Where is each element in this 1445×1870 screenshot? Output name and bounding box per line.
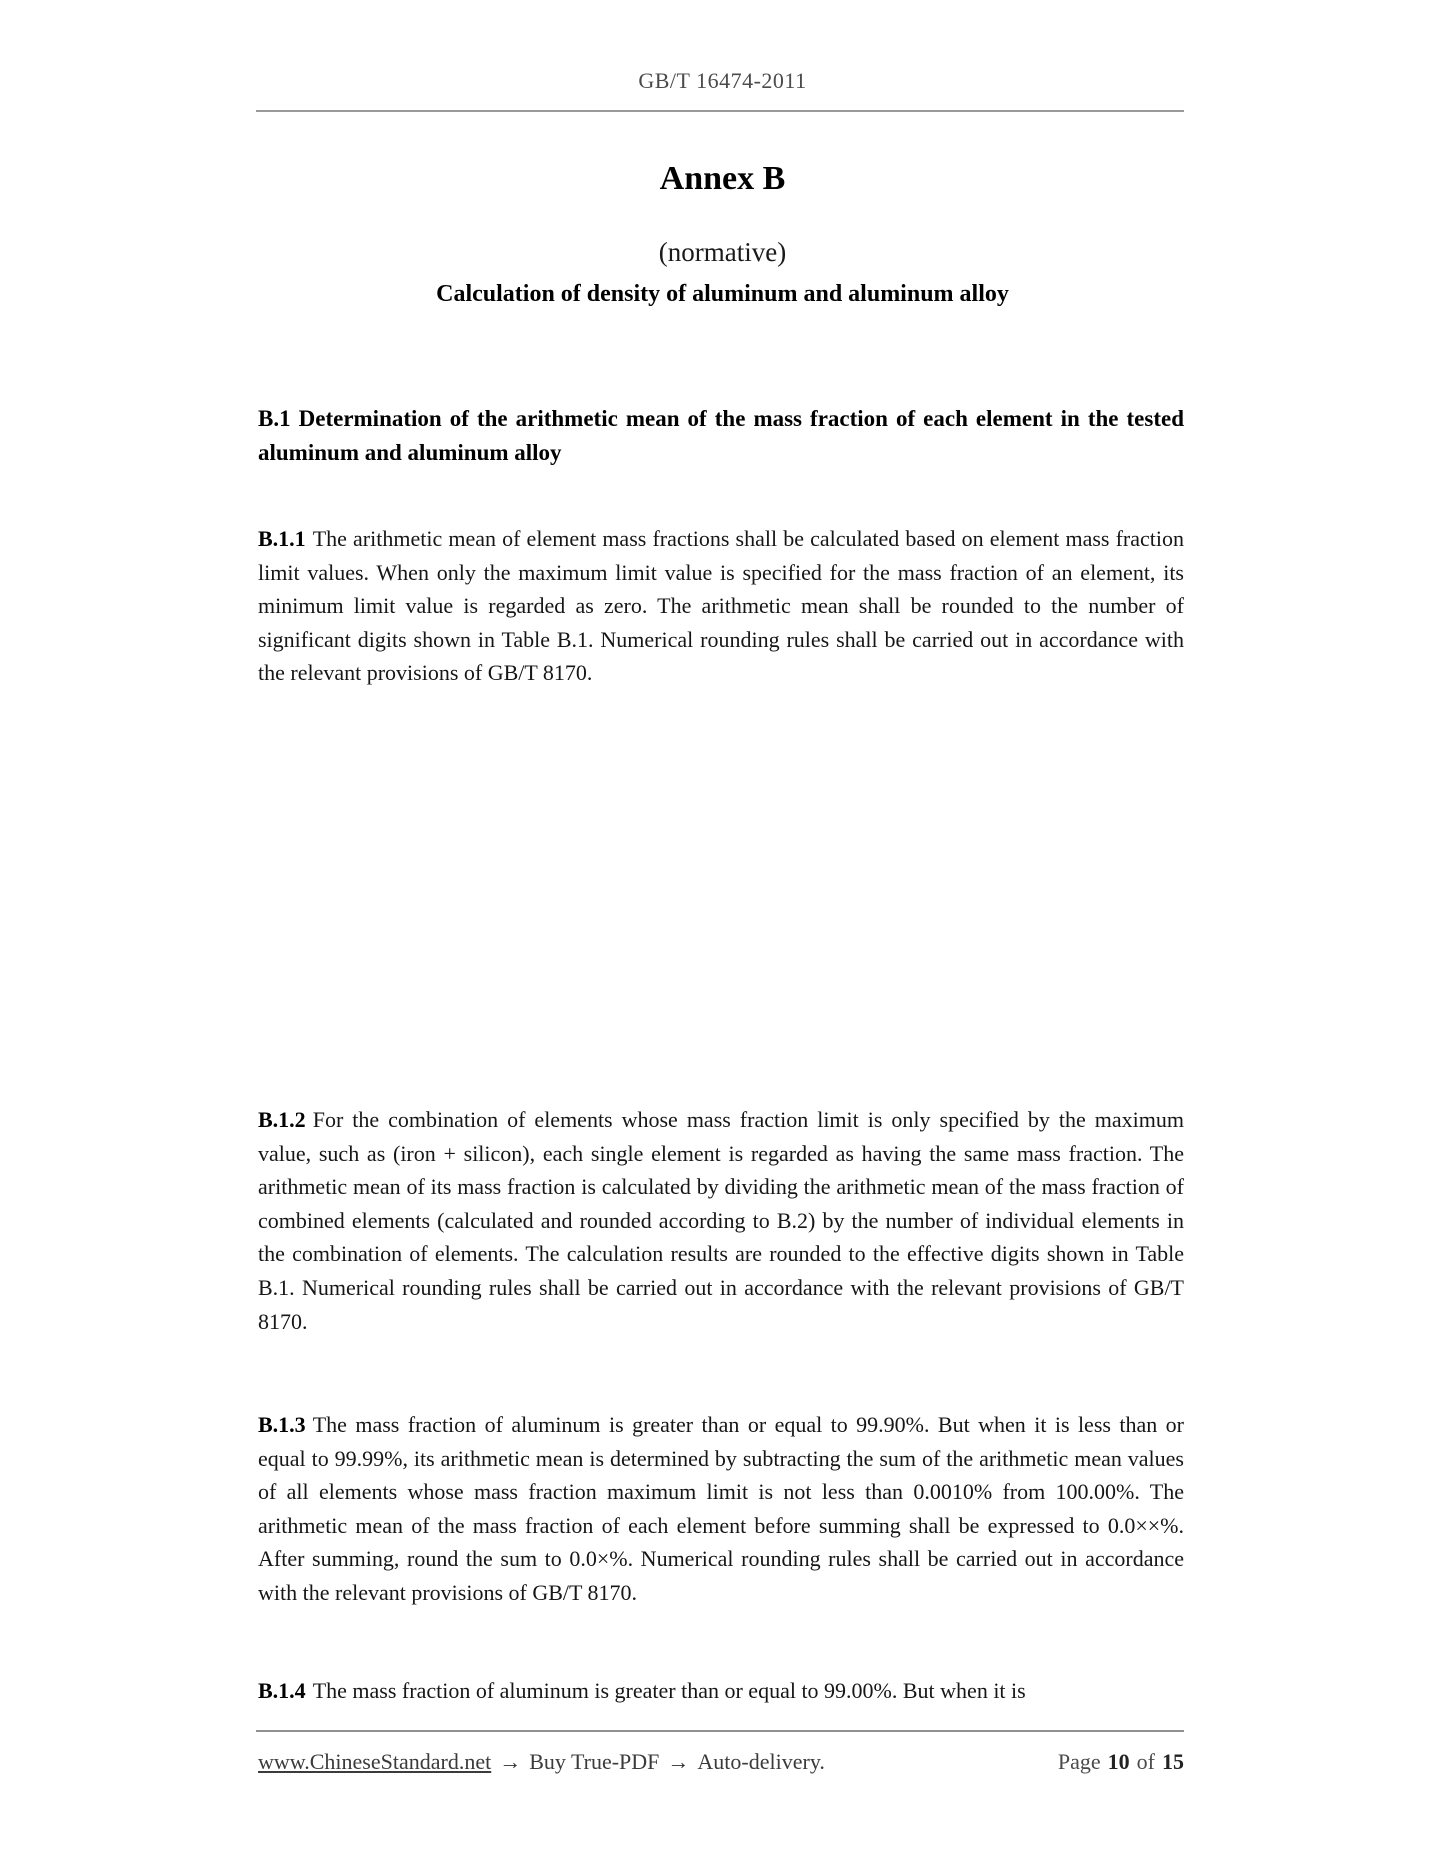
annex-title: Annex B — [659, 160, 786, 197]
paragraph-text-b1-4: The mass fraction of aluminum is greater than or equal to 99.00%. But when it is — [312, 1678, 1026, 1703]
footer-page-current: 10 — [1107, 1749, 1130, 1774]
paragraph-label-b1-2: B.1.2 — [258, 1107, 306, 1132]
footer-delivery-text: Auto-delivery. — [697, 1749, 825, 1774]
footer-arrow-icon: → — [667, 1749, 690, 1774]
annex-normative-label: (normative) — [658, 237, 787, 267]
paragraph-b1-4 — [258, 1674, 1184, 1708]
footer-page-total: 15 — [1162, 1749, 1184, 1774]
footer-buy-text: Buy True-PDF — [529, 1749, 660, 1774]
paragraph-label-b1-3: B.1.3 — [258, 1412, 306, 1437]
paragraph-b1-2 — [258, 1103, 1184, 1338]
footer-divider-line — [256, 1730, 1184, 1732]
footer-of-word: of — [1136, 1749, 1155, 1774]
paragraph-label-b1-1: B.1.1 — [258, 526, 306, 551]
paragraph-text-b1-3: The mass fraction of aluminum is greater than or equal to 99.90%. But when it is less than or equal to 99.99%, its arithmetic mean is determined by subtracting the sum of the arithmetic mean values of all elements whose mass fraction maximum limit is not less than 0.0010% from 100.00%. The arithmetic mean of the mass fraction of each element before summing shall be expressed to 0.0××%. After summing, round the sum to 0.0×%. Numerical rounding rules shall be carried out in accordance with the relevant provisions of GB/T 8170. — [258, 1412, 1184, 1605]
header-divider-line — [256, 110, 1184, 112]
annex-subtitle: Calculation of density of aluminum and aluminum alloy — [436, 281, 1009, 307]
paragraph-b1-1 — [258, 522, 1184, 690]
footer-page-word: Page — [1057, 1749, 1101, 1774]
paragraph-label-b1-4: B.1.4 — [258, 1678, 306, 1703]
footer-arrow-icon: → — [499, 1749, 522, 1774]
footer-page-indicator — [258, 1749, 1184, 1775]
paragraph-text-b1-2: For the combination of elements whose mass fraction limit is only specified by the maximum value, such as (iron + silicon), each single element is regarded as having the same mass fraction. The arithmetic mean of its mass fraction is calculated by dividing the arithmetic mean of the mass fraction of combined elements (calculated and rounded according to B.2) by the number of individual elements in the combination of elements. The calculation results are rounded to the effective digits shown in Table B.1. Numerical rounding rules shall be carried out in accordance with the relevant provisions of GB/T 8170. — [258, 1107, 1184, 1334]
paragraph-b1-3 — [258, 1408, 1184, 1610]
footer-website-link[interactable]: www.ChineseStandard.net — [258, 1749, 492, 1774]
section-heading-b1: B.1 Determination of the arithmetic mean of the mass fraction of each element in the tested aluminum and aluminum alloy — [258, 406, 1184, 465]
paragraph-text-b1-1: The arithmetic mean of element mass fractions shall be calculated based on element mass fraction limit values. When only the maximum limit value is specified for the mass fraction of an element, its minimum limit value is regarded as zero. The arithmetic mean shall be rounded to the number of significant digits shown in Table B.1. Numerical rounding rules shall be carried out in accordance with the relevant provisions of GB/T 8170. — [258, 526, 1184, 686]
standard-code-header: GB/T 16474-2011 — [638, 68, 807, 93]
